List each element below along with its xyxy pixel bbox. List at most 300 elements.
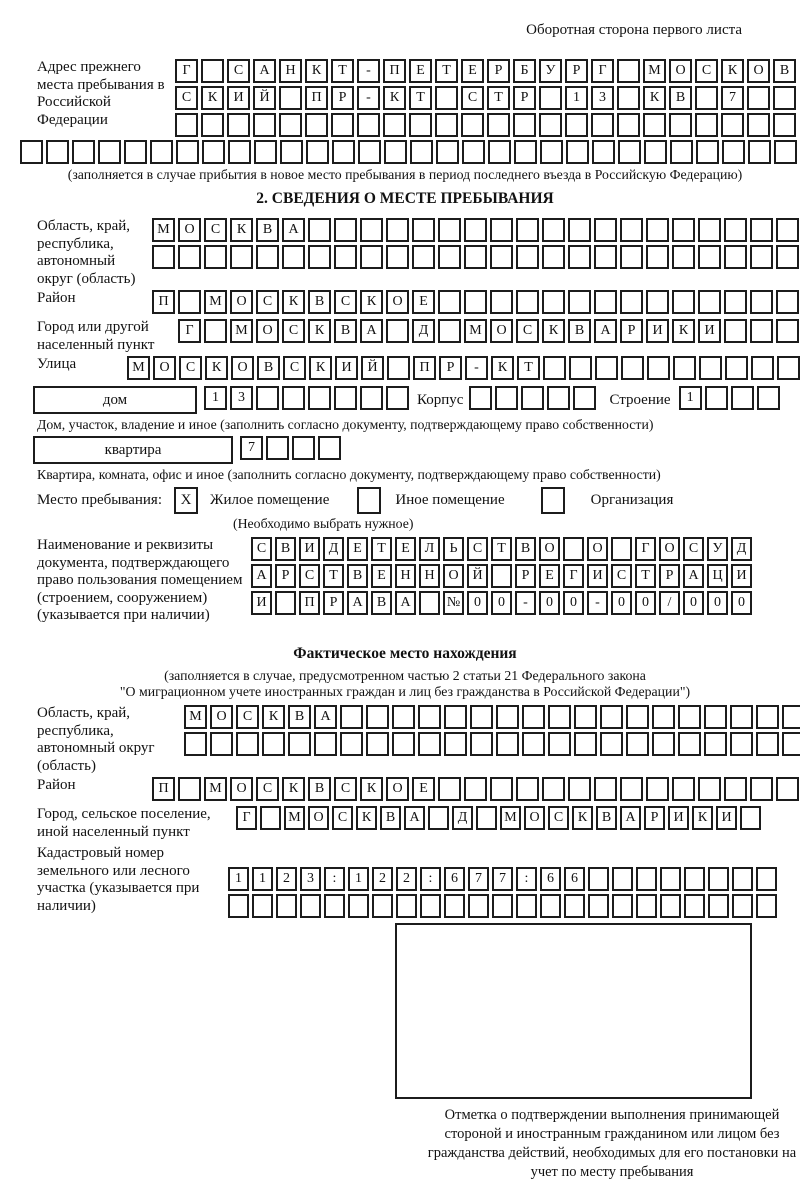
char-box[interactable]: [644, 140, 667, 164]
char-box[interactable]: В: [275, 537, 296, 561]
char-box[interactable]: Б: [513, 59, 536, 83]
char-box[interactable]: С: [467, 537, 488, 561]
char-box[interactable]: [595, 356, 618, 380]
char-box[interactable]: [412, 245, 435, 269]
char-box[interactable]: [392, 705, 415, 729]
char-box[interactable]: [748, 140, 771, 164]
char-box[interactable]: [756, 894, 777, 918]
char-box[interactable]: А: [282, 218, 305, 242]
char-box[interactable]: В: [288, 705, 311, 729]
char-box[interactable]: 1: [565, 86, 588, 110]
char-box[interactable]: -: [587, 591, 608, 615]
char-box[interactable]: [773, 86, 796, 110]
char-box[interactable]: 6: [444, 867, 465, 891]
char-box[interactable]: [588, 867, 609, 891]
char-box[interactable]: [383, 113, 406, 137]
char-box[interactable]: В: [596, 806, 617, 830]
char-box[interactable]: :: [516, 867, 537, 891]
char-box[interactable]: [438, 777, 461, 801]
char-box[interactable]: -: [515, 591, 536, 615]
char-box[interactable]: В: [773, 59, 796, 83]
char-box[interactable]: [617, 59, 640, 83]
char-box[interactable]: [469, 386, 492, 410]
char-box[interactable]: [204, 319, 227, 343]
char-box[interactable]: [253, 113, 276, 137]
char-box[interactable]: Т: [331, 59, 354, 83]
char-box[interactable]: [124, 140, 147, 164]
char-box[interactable]: С: [256, 290, 279, 314]
char-box[interactable]: [696, 140, 719, 164]
char-box[interactable]: Т: [323, 564, 344, 588]
char-box[interactable]: К: [721, 59, 744, 83]
char-box[interactable]: Е: [461, 59, 484, 83]
char-box[interactable]: К: [308, 319, 331, 343]
char-box[interactable]: [698, 218, 721, 242]
char-box[interactable]: А: [347, 591, 368, 615]
char-box[interactable]: 0: [611, 591, 632, 615]
char-box[interactable]: [20, 140, 43, 164]
char-box[interactable]: 0: [683, 591, 704, 615]
char-box[interactable]: [698, 777, 721, 801]
char-box[interactable]: 0: [491, 591, 512, 615]
char-box[interactable]: Д: [323, 537, 344, 561]
char-box[interactable]: [464, 290, 487, 314]
char-box[interactable]: [776, 245, 799, 269]
char-box[interactable]: А: [404, 806, 425, 830]
char-box[interactable]: [228, 894, 249, 918]
char-box[interactable]: О: [386, 777, 409, 801]
char-box[interactable]: 0: [539, 591, 560, 615]
char-box[interactable]: 7: [468, 867, 489, 891]
char-box[interactable]: Е: [412, 290, 435, 314]
char-box[interactable]: [372, 894, 393, 918]
char-box[interactable]: [490, 290, 513, 314]
char-box[interactable]: [462, 140, 485, 164]
char-box[interactable]: Й: [361, 356, 384, 380]
char-box[interactable]: А: [594, 319, 617, 343]
char-box[interactable]: [636, 867, 657, 891]
char-box[interactable]: [176, 140, 199, 164]
char-box[interactable]: Й: [253, 86, 276, 110]
char-box[interactable]: Е: [347, 537, 368, 561]
char-box[interactable]: О: [587, 537, 608, 561]
char-box[interactable]: [260, 806, 281, 830]
char-box[interactable]: С: [334, 290, 357, 314]
char-box[interactable]: С: [461, 86, 484, 110]
char-box[interactable]: [750, 290, 773, 314]
char-box[interactable]: [565, 113, 588, 137]
char-box[interactable]: [516, 290, 539, 314]
char-box[interactable]: [776, 290, 799, 314]
char-box[interactable]: 6: [540, 867, 561, 891]
char-box[interactable]: [275, 591, 296, 615]
char-box[interactable]: [699, 356, 722, 380]
char-box[interactable]: [542, 218, 565, 242]
char-box[interactable]: [305, 113, 328, 137]
char-box[interactable]: [646, 290, 669, 314]
char-box[interactable]: [660, 867, 681, 891]
char-box[interactable]: [756, 705, 779, 729]
char-box[interactable]: [476, 806, 497, 830]
char-box[interactable]: О: [747, 59, 770, 83]
char-box[interactable]: И: [698, 319, 721, 343]
char-box[interactable]: К: [643, 86, 666, 110]
char-box[interactable]: [647, 356, 670, 380]
char-box[interactable]: 2: [372, 867, 393, 891]
char-box[interactable]: С: [227, 59, 250, 83]
char-box[interactable]: 2: [396, 867, 417, 891]
char-box[interactable]: [496, 705, 519, 729]
char-box[interactable]: Н: [279, 59, 302, 83]
char-box[interactable]: С: [204, 218, 227, 242]
char-box[interactable]: [731, 386, 754, 410]
char-box[interactable]: [621, 356, 644, 380]
char-box[interactable]: М: [204, 290, 227, 314]
char-box[interactable]: С: [548, 806, 569, 830]
char-box[interactable]: [444, 705, 467, 729]
char-box[interactable]: С: [256, 777, 279, 801]
char-box[interactable]: [202, 140, 225, 164]
char-box[interactable]: П: [152, 290, 175, 314]
char-box[interactable]: [594, 290, 617, 314]
char-box[interactable]: [262, 732, 285, 756]
char-box[interactable]: [566, 140, 589, 164]
char-box[interactable]: [332, 140, 355, 164]
char-box[interactable]: [540, 894, 561, 918]
char-box[interactable]: [636, 894, 657, 918]
char-box[interactable]: [488, 140, 511, 164]
char-box[interactable]: К: [491, 356, 514, 380]
char-box[interactable]: [617, 113, 640, 137]
char-box[interactable]: [386, 218, 409, 242]
char-box[interactable]: [618, 140, 641, 164]
char-box[interactable]: /: [659, 591, 680, 615]
char-box[interactable]: [776, 777, 799, 801]
char-box[interactable]: [750, 218, 773, 242]
char-box[interactable]: 7: [721, 86, 744, 110]
char-box[interactable]: №: [443, 591, 464, 615]
char-box[interactable]: [730, 705, 753, 729]
char-box[interactable]: [698, 245, 721, 269]
char-box[interactable]: О: [490, 319, 513, 343]
char-box[interactable]: [178, 290, 201, 314]
char-box[interactable]: К: [205, 356, 228, 380]
char-box[interactable]: К: [230, 218, 253, 242]
char-box[interactable]: [708, 894, 729, 918]
char-box[interactable]: [660, 894, 681, 918]
stay-type-checkbox-other-premises[interactable]: [357, 487, 381, 514]
char-box[interactable]: [256, 245, 279, 269]
char-box[interactable]: О: [230, 290, 253, 314]
char-box[interactable]: С: [251, 537, 272, 561]
char-box[interactable]: Р: [565, 59, 588, 83]
char-box[interactable]: О: [524, 806, 545, 830]
char-box[interactable]: [152, 245, 175, 269]
char-box[interactable]: [228, 140, 251, 164]
char-box[interactable]: [646, 245, 669, 269]
char-box[interactable]: [357, 113, 380, 137]
char-box[interactable]: [444, 894, 465, 918]
char-box[interactable]: [236, 732, 259, 756]
char-box[interactable]: [563, 537, 584, 561]
char-box[interactable]: 0: [563, 591, 584, 615]
char-box[interactable]: [306, 140, 329, 164]
char-box[interactable]: К: [262, 705, 285, 729]
char-box[interactable]: С: [516, 319, 539, 343]
char-box[interactable]: В: [257, 356, 280, 380]
char-box[interactable]: Н: [395, 564, 416, 588]
char-box[interactable]: [178, 245, 201, 269]
char-box[interactable]: [724, 777, 747, 801]
char-box[interactable]: [419, 591, 440, 615]
char-box[interactable]: [747, 86, 770, 110]
char-box[interactable]: [574, 705, 597, 729]
char-box[interactable]: [740, 806, 761, 830]
char-box[interactable]: [782, 705, 800, 729]
char-box[interactable]: [724, 319, 747, 343]
char-box[interactable]: Г: [178, 319, 201, 343]
char-box[interactable]: [672, 777, 695, 801]
char-box[interactable]: М: [500, 806, 521, 830]
char-box[interactable]: [750, 777, 773, 801]
char-box[interactable]: Д: [731, 537, 752, 561]
char-box[interactable]: [340, 705, 363, 729]
char-box[interactable]: А: [251, 564, 272, 588]
char-box[interactable]: А: [360, 319, 383, 343]
char-box[interactable]: [184, 732, 207, 756]
char-box[interactable]: У: [707, 537, 728, 561]
char-box[interactable]: [464, 245, 487, 269]
char-box[interactable]: 1: [252, 867, 273, 891]
char-box[interactable]: [360, 245, 383, 269]
char-box[interactable]: [210, 732, 233, 756]
char-box[interactable]: [438, 319, 461, 343]
char-box[interactable]: К: [383, 86, 406, 110]
char-box[interactable]: [652, 705, 675, 729]
char-box[interactable]: 7: [492, 867, 513, 891]
char-box[interactable]: [46, 140, 69, 164]
char-box[interactable]: [684, 867, 705, 891]
char-box[interactable]: [435, 113, 458, 137]
char-box[interactable]: [564, 894, 585, 918]
char-box[interactable]: [516, 777, 539, 801]
char-box[interactable]: [314, 732, 337, 756]
char-box[interactable]: [548, 732, 571, 756]
char-box[interactable]: А: [314, 705, 337, 729]
char-box[interactable]: В: [334, 319, 357, 343]
char-box[interactable]: 3: [230, 386, 253, 410]
char-box[interactable]: Т: [487, 86, 510, 110]
char-box[interactable]: Т: [517, 356, 540, 380]
char-box[interactable]: [418, 705, 441, 729]
char-box[interactable]: Р: [644, 806, 665, 830]
char-box[interactable]: [542, 245, 565, 269]
char-box[interactable]: [386, 319, 409, 343]
char-box[interactable]: [612, 867, 633, 891]
char-box[interactable]: [539, 113, 562, 137]
char-box[interactable]: [492, 894, 513, 918]
char-box[interactable]: [292, 436, 315, 460]
char-box[interactable]: [600, 705, 623, 729]
char-box[interactable]: [695, 86, 718, 110]
char-box[interactable]: 0: [635, 591, 656, 615]
char-box[interactable]: [318, 436, 341, 460]
char-box[interactable]: [620, 777, 643, 801]
char-box[interactable]: [705, 386, 728, 410]
char-box[interactable]: М: [643, 59, 666, 83]
char-box[interactable]: [491, 564, 512, 588]
char-box[interactable]: [646, 777, 669, 801]
char-box[interactable]: [201, 59, 224, 83]
char-box[interactable]: Р: [513, 86, 536, 110]
char-box[interactable]: [568, 777, 591, 801]
char-box[interactable]: [521, 386, 544, 410]
char-box[interactable]: [308, 218, 331, 242]
char-box[interactable]: Р: [331, 86, 354, 110]
char-box[interactable]: [256, 386, 279, 410]
char-box[interactable]: [773, 113, 796, 137]
char-box[interactable]: [672, 290, 695, 314]
char-box[interactable]: [438, 245, 461, 269]
char-box[interactable]: [568, 290, 591, 314]
char-box[interactable]: [386, 245, 409, 269]
char-box[interactable]: К: [542, 319, 565, 343]
char-box[interactable]: Е: [539, 564, 560, 588]
char-box[interactable]: Т: [491, 537, 512, 561]
char-box[interactable]: О: [443, 564, 464, 588]
char-box[interactable]: [392, 732, 415, 756]
char-box[interactable]: Т: [435, 59, 458, 83]
char-box[interactable]: [175, 113, 198, 137]
char-box[interactable]: О: [386, 290, 409, 314]
char-box[interactable]: Е: [412, 777, 435, 801]
char-box[interactable]: О: [308, 806, 329, 830]
char-box[interactable]: [516, 245, 539, 269]
char-box[interactable]: [410, 140, 433, 164]
char-box[interactable]: П: [305, 86, 328, 110]
char-box[interactable]: О: [256, 319, 279, 343]
char-box[interactable]: [652, 732, 675, 756]
char-box[interactable]: [428, 806, 449, 830]
char-box[interactable]: [725, 356, 748, 380]
char-box[interactable]: [724, 245, 747, 269]
char-box[interactable]: :: [324, 867, 345, 891]
char-box[interactable]: [396, 894, 417, 918]
char-box[interactable]: С: [283, 356, 306, 380]
char-box[interactable]: [591, 113, 614, 137]
char-box[interactable]: [435, 86, 458, 110]
char-box[interactable]: М: [204, 777, 227, 801]
char-box[interactable]: [230, 245, 253, 269]
char-box[interactable]: С: [695, 59, 718, 83]
char-box[interactable]: [673, 356, 696, 380]
char-box[interactable]: [331, 113, 354, 137]
char-box[interactable]: О: [231, 356, 254, 380]
char-box[interactable]: [461, 113, 484, 137]
char-box[interactable]: [72, 140, 95, 164]
char-box[interactable]: О: [659, 537, 680, 561]
char-box[interactable]: [254, 140, 277, 164]
char-box[interactable]: М: [184, 705, 207, 729]
char-box[interactable]: [643, 113, 666, 137]
char-box[interactable]: [288, 732, 311, 756]
char-box[interactable]: [201, 113, 224, 137]
char-box[interactable]: У: [539, 59, 562, 83]
char-box[interactable]: Р: [659, 564, 680, 588]
char-box[interactable]: :: [420, 867, 441, 891]
char-box[interactable]: [276, 894, 297, 918]
char-box[interactable]: [600, 732, 623, 756]
char-box[interactable]: [670, 140, 693, 164]
char-box[interactable]: И: [646, 319, 669, 343]
char-box[interactable]: О: [230, 777, 253, 801]
char-box[interactable]: В: [568, 319, 591, 343]
char-box[interactable]: К: [360, 290, 383, 314]
char-box[interactable]: В: [669, 86, 692, 110]
char-box[interactable]: [366, 705, 389, 729]
char-box[interactable]: Т: [635, 564, 656, 588]
char-box[interactable]: [384, 140, 407, 164]
char-box[interactable]: К: [356, 806, 377, 830]
char-box[interactable]: [324, 894, 345, 918]
char-box[interactable]: [470, 705, 493, 729]
char-box[interactable]: С: [175, 86, 198, 110]
char-box[interactable]: А: [253, 59, 276, 83]
char-box[interactable]: [594, 245, 617, 269]
char-box[interactable]: [678, 732, 701, 756]
char-box[interactable]: К: [201, 86, 224, 110]
char-box[interactable]: 0: [467, 591, 488, 615]
char-box[interactable]: [594, 777, 617, 801]
char-box[interactable]: 1: [204, 386, 227, 410]
char-box[interactable]: [522, 732, 545, 756]
char-box[interactable]: [708, 867, 729, 891]
char-box[interactable]: [420, 894, 441, 918]
char-box[interactable]: [280, 140, 303, 164]
char-box[interactable]: [438, 290, 461, 314]
char-box[interactable]: [468, 894, 489, 918]
char-box[interactable]: К: [672, 319, 695, 343]
char-box[interactable]: [724, 218, 747, 242]
char-box[interactable]: [366, 732, 389, 756]
char-box[interactable]: [279, 86, 302, 110]
char-box[interactable]: Р: [487, 59, 510, 83]
char-box[interactable]: И: [668, 806, 689, 830]
char-box[interactable]: [774, 140, 797, 164]
char-box[interactable]: [204, 245, 227, 269]
char-box[interactable]: [698, 290, 721, 314]
char-box[interactable]: [539, 86, 562, 110]
char-box[interactable]: [487, 113, 510, 137]
char-box[interactable]: [282, 386, 305, 410]
char-box[interactable]: [672, 218, 695, 242]
char-box[interactable]: [516, 894, 537, 918]
char-box[interactable]: [444, 732, 467, 756]
char-box[interactable]: П: [413, 356, 436, 380]
char-box[interactable]: С: [179, 356, 202, 380]
char-box[interactable]: [612, 894, 633, 918]
char-box[interactable]: И: [587, 564, 608, 588]
char-box[interactable]: М: [230, 319, 253, 343]
char-box[interactable]: Т: [409, 86, 432, 110]
char-box[interactable]: М: [464, 319, 487, 343]
char-box[interactable]: Г: [236, 806, 257, 830]
char-box[interactable]: [282, 245, 305, 269]
char-box[interactable]: 6: [564, 867, 585, 891]
char-box[interactable]: [360, 386, 383, 410]
char-box[interactable]: [490, 218, 513, 242]
char-box[interactable]: С: [299, 564, 320, 588]
